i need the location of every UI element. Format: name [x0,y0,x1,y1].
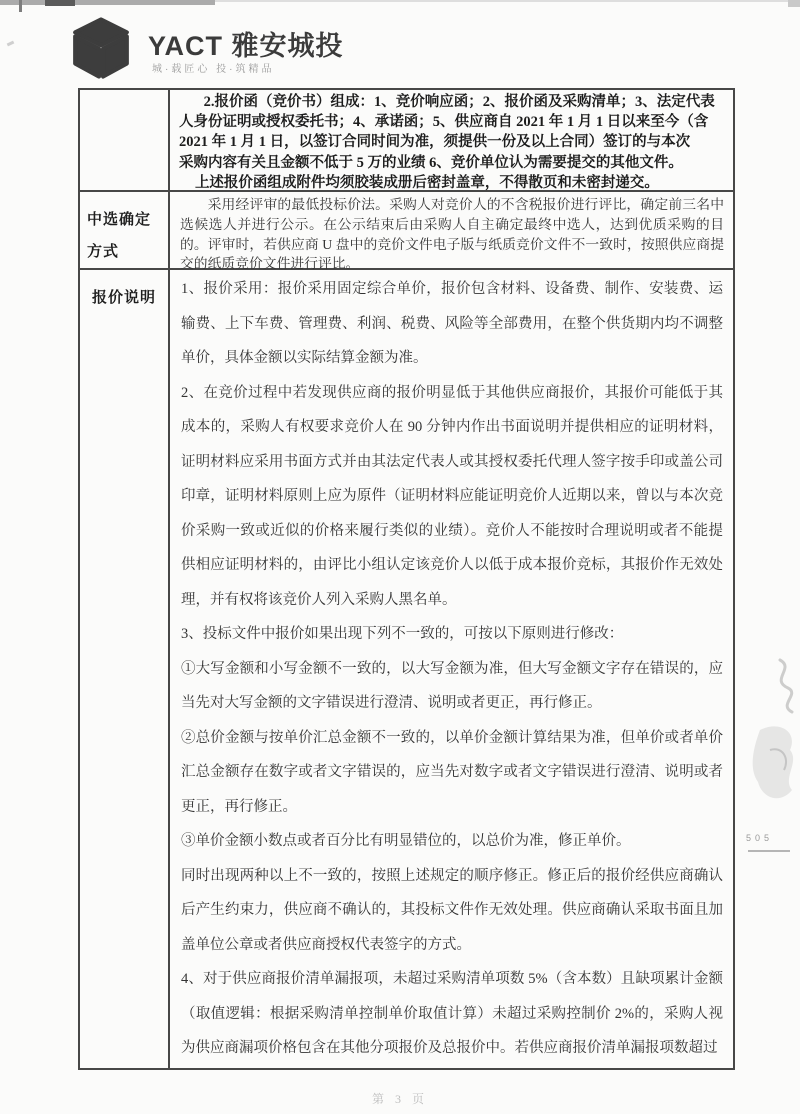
brand-title: YACT 雅安城投 [148,31,344,61]
brand-tagline: 城·载匠心 投·筑精品 [152,64,275,75]
paragraph: 4、对于供应商报价清单漏报项，未超过采购清单项数 5%（含本数）且缺项累计金额（取值逻辑：根据采购清单控制单价取值计算）未超过采购控制价 2%的，采购人视为供应商漏项价格包含在其他分项报价及总报价中。若供应商报价清单漏报项数超过 [181,971,723,1056]
scan-tick-artifact [7,41,15,47]
winner-method-cell [170,192,733,272]
page-number: 第 3 页 [371,1092,428,1106]
paragraph: ②总价金额与按单价汇总金额不一致的，以单价金额计算结果为准，但单价或者单价汇总金额存在数字或者文字错误的，应当先对数字或者文字错误进行澄清、说明或者更正，再行修正。 [181,729,723,815]
text-line: 采购内容有关且金额不低于 5 万的业绩 6、竞价单位认为需要提交的其他文件。 [179,154,683,171]
table-row-quotation-notes [80,270,733,1068]
scan-edge-artifact [0,0,215,5]
bid-conditions-table [78,88,735,1070]
scan-edge-artifact-dark [45,0,75,6]
text-line: 人身份证明或授权委托书；4、承诺函；5、供应商自 2021 年 1 月 1 日以来至今（含 [179,114,709,131]
paragraph: 2、在竞价过程中若发现供应商的报价明显低于其他供应商报价，其报价可能低于其成本的，采购人有权要求竞价人在 90 分钟内作出书面说明并提供相应的证明材料，证明材料应采用书面方式并由其法定代表人或其授权委托代理人签字按手印或盖公司印章，证明材料原则上应为原件（证明材料应能证明竞价人近期以来，曾以与本次竞价采购一致或近似的价格来履行类似的业绩）。竞价人不能按时合理说明或者不能提供相应证明材料的，由评比小组认定该竞价人以低于成本报价竞标，其报价作无效处理，并有权将该竞价人列入采购人黑名单。 [181,384,723,608]
scan-tick-artifact [19,0,22,12]
text-line: 2021 年 1 月 1 日，以签订合同时间为准，须提供一份及以上合同）签订的与本次 [179,134,691,151]
stamp-code-text: 505 [746,833,774,843]
table-row-winner-method [80,192,733,270]
paragraph: ①大写金额和小写金额不一致的，以大写金额为准，但大写金额文字存在错误的，应当先对大写金额的文字错误进行澄清、说明或者更正，再行修正。 [181,660,723,711]
paragraph: 同时出现两种以上不一致的，按照上述规定的顺序修正。修正后的报价经供应商确认后产生约束力，供应商不确认的，其投标文件作无效处理。供应商确认采取书面且加盖单位公章或者供应商授权代表签字的方式。 [181,867,723,953]
row-label-empty [80,90,170,190]
stamp-dash-artifact [748,850,790,852]
paragraph: ③单价金额小数点或者百分比有明显错位的，以总价为准，修正单价。 [181,833,631,849]
paragraph: 1、报价采用：报价采用固定综合单价，报价包含材料、设备费、制作、安装费、运输费、上下车费、管理费、利润、税费、风险等全部费用，在整个供货期内均不调整单价，具体金额以实际结算金额为准。 [181,281,723,366]
row-label-quotation-notes: 报价说明 [80,270,170,1068]
paragraph: 采用经评审的最低投标价法。采购人对竞价人的不含税报价进行评比，确定前三名中选候选人并进行公示。在公示结束后由采购人自主确定最终中选人，达到优质采购的目的。评审时，若供应商 U 盘中的竞价文件电子版与纸质竞价文件不一致时，按照供应商提交的纸质竞价文件进行评比。 [180,197,724,272]
text-line: 2.报价函（竞价书）组成：1、竞价响应函；2、报价函及采购清单；3、法定代表 [203,94,715,110]
table-row-bid-letter [80,90,733,192]
scan-edge-hairline [215,0,790,2]
bid-letter-composition-cell [170,90,733,190]
text-line: 上述报价函组成附件均须胶装成册后密封盖章，不得散页和未密封递交。 [194,174,659,191]
quotation-notes-cell [170,270,733,1068]
scan-corner-artifact [788,0,800,7]
row-label-winner-method: 中选确定方式 [80,192,170,268]
cube-logo-icon [64,14,138,82]
paragraph: 3、投标文件中报价如果出现下列不一致的，可按以下原则进行修改： [181,626,624,642]
